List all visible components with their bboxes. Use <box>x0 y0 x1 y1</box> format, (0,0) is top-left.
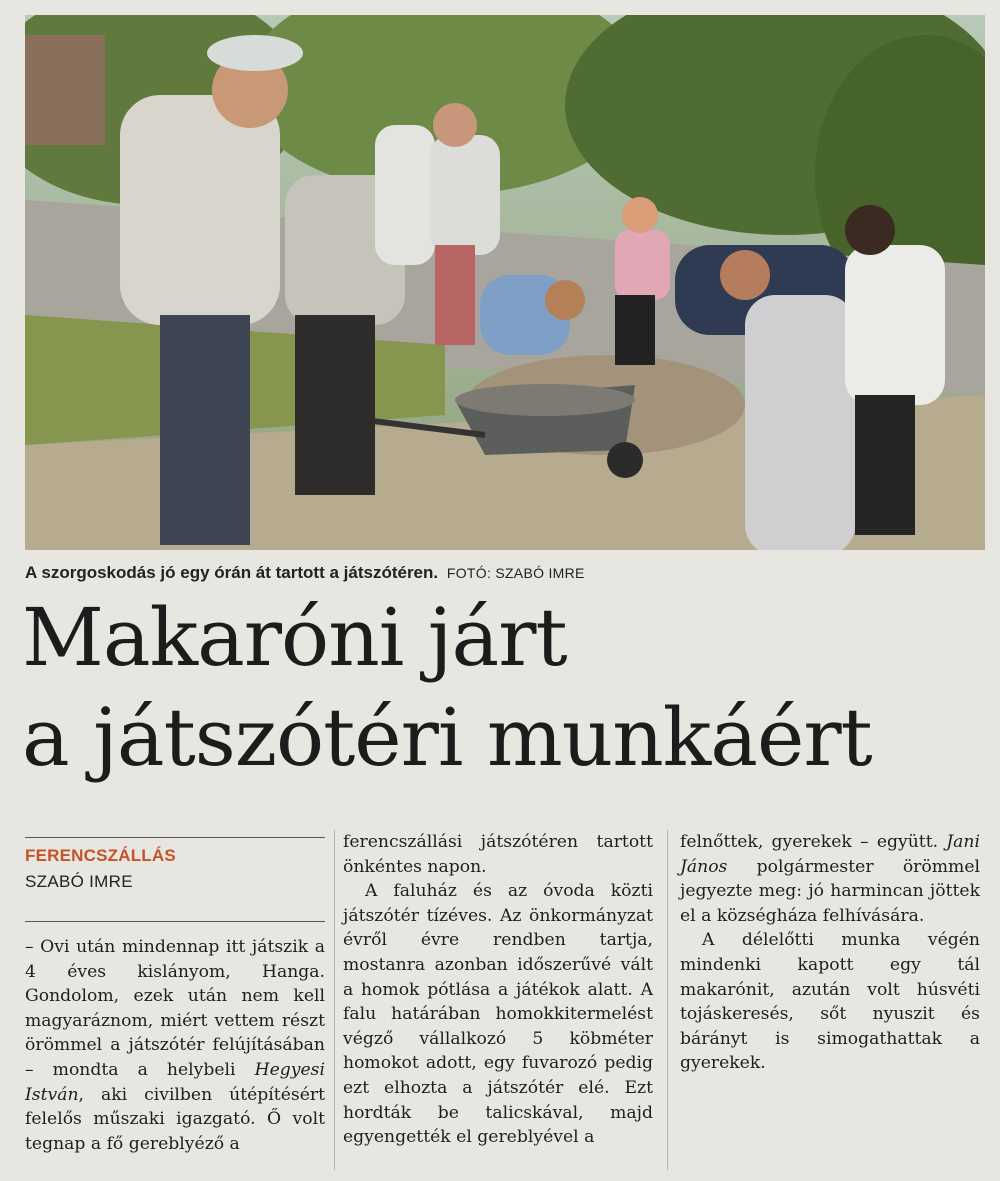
person-name: Jani János <box>680 832 980 877</box>
headline-line-2: a játszótéri munkáért <box>22 691 872 784</box>
column-divider <box>667 830 668 1170</box>
article-photo <box>25 15 985 550</box>
caption-text: A szorgoskodás jó egy órán át tartott a játszótéren. <box>25 563 439 582</box>
headline <box>22 588 982 788</box>
paragraph-text: ferencszállási játszótéren tartott önkéntes napon. <box>343 832 653 877</box>
article-column-1 <box>25 935 325 1156</box>
paragraph-text: , aki civilben útépítésért felelős műszaki igazgató. Ő volt tegnap a fő gereblyéző a <box>25 1084 325 1154</box>
byline-bottom-rule <box>25 921 325 922</box>
paragraph-text: polgármester örömmel jegyezte meg: jó harmincan jöttek el a községháza felhívására. <box>680 856 980 926</box>
paragraph-text: – Ovi után mindennap itt játszik a 4 éves kislányom, Hanga. Gondolom, ezek után nem kell magyaráznom, miért vettem részt örömmel a játszótér felújításában – mondta a helybeli <box>25 937 325 1080</box>
headline-line-1: Makaróni járt <box>22 591 567 684</box>
person-name: Hegyesi István <box>25 1059 325 1105</box>
article-column-3 <box>680 830 980 1076</box>
photo-illustration <box>25 15 985 550</box>
byline-place: FERENCSZÁLLÁS <box>25 846 176 865</box>
article-paragraph <box>25 935 325 1156</box>
article-paragraph <box>680 830 980 928</box>
byline-top-rule <box>25 837 325 838</box>
article-column-2 <box>343 830 653 1150</box>
article-paragraph <box>343 830 653 879</box>
article-paragraph: A délelőtti munka végén mindenki kapott egy tál makarónit, azután volt húsvéti tojáskeresés, sőt nyuszit és bárányt is simogathattak a gyerekek. <box>680 930 980 1074</box>
column-divider <box>334 830 335 1170</box>
article-paragraph <box>343 879 653 1150</box>
paragraph-text: A faluház és az óvoda közti játszótér tízéves. Az önkormányzat évről évre rendben tartja, mostanra azonban időszerűvé vált a homok pótlása a játékok alatt. A falu határában homokkitermelést végző vállalkozó 5 köbméter homokot adott, egy fuvarozó pedig ezt elhozta a játszótér elé. Ezt hordták be talicskával, majd egyengették el gereblyével a <box>343 881 653 1148</box>
paragraph-text: felnőttek, gyerekek – együtt. <box>680 832 947 852</box>
photo-credit: FOTÓ: SZABÓ IMRE <box>446 565 585 581</box>
byline-author: SZABÓ IMRE <box>25 872 133 891</box>
photo-caption <box>25 563 985 583</box>
